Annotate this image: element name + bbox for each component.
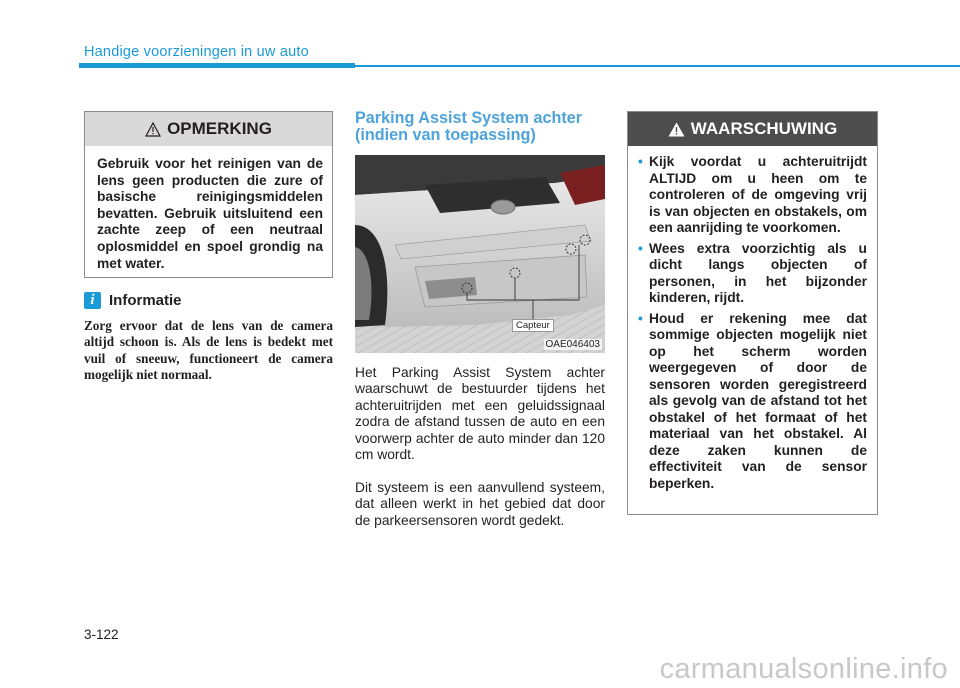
bullet-icon: • — [638, 240, 643, 256]
sensor-label: Capteur — [512, 319, 554, 332]
warning-list — [628, 146, 877, 492]
note-box — [84, 111, 333, 278]
header-title: Handige voorzieningen in uw auto — [84, 44, 309, 60]
warning-item-text: Kijk voordat u achteruitrijdt ALTIJD om u heen om te controleren of de omgeving vrij is van objecten en obstakels, om een aanrijding te voorkomen. — [649, 154, 867, 235]
body-paragraph-2: Dit systeem is een aanvullend systeem, dat alleen werkt in het gebied dat door de parkeersensoren wordt gedekt. — [355, 480, 605, 528]
bullet-icon: • — [638, 154, 643, 169]
rear-bumper-photo — [355, 155, 605, 353]
image-code: OAE046403 — [545, 339, 600, 350]
note-title: OPMERKING — [167, 119, 272, 138]
info-icon: i — [84, 292, 101, 309]
header-rule-thick — [79, 63, 355, 68]
header-rule-thin — [355, 65, 960, 67]
body-paragraph-1: Het Parking Assist System achter waarschuwt de bestuurder tijdens het achteruitrijden met een geluidssignaal zodra de afstand tussen de auto en een voorwerp achter de auto minder dan 120 cm wordt. — [355, 365, 605, 463]
warning-triangle-icon — [668, 122, 685, 137]
warning-box — [627, 111, 878, 515]
info-text: Zorg ervoor dat de lens van de camera altijd schoon is. Als de lens is bedekt met vuil of sneeuw, functioneert de camera mogelijk niet normaal. — [84, 318, 333, 383]
watermark: carmanualsonline.info — [659, 653, 948, 685]
warning-item-text: Houd er rekening mee dat sommige objecten mogelijk niet op het scherm worden weergegeven of door de sensoren worden geregistreerd als gevolg van de afstand tot het obstakel of het formaat of het materiaal van het obstakel. Al deze zaken kunnen de effectiviteit van de sensor beperken. — [649, 310, 867, 491]
warning-item — [638, 241, 867, 307]
page-number: 3-122 — [84, 627, 119, 642]
car-rear-illustration — [355, 155, 605, 353]
bullet-icon: • — [638, 310, 643, 326]
warning-item — [638, 311, 867, 493]
caution-triangle-icon — [145, 122, 161, 137]
info-title: Informatie — [109, 292, 182, 309]
warning-item — [638, 154, 867, 237]
note-header — [85, 112, 332, 146]
warning-title: WAARSCHUWING — [690, 119, 838, 138]
info-heading — [84, 292, 182, 309]
warning-item-text: Wees extra voorzichtig als u dicht langs objecten of personen, in het bijzonder kinderen, rijdt. — [649, 240, 867, 305]
section-title: Parking Assist System achter (indien van toepassing) — [355, 109, 583, 144]
warning-header — [628, 112, 877, 146]
note-body: Gebruik voor het reinigen van de lens geen producten die zure of basische reinigingsmiddelen bevatten. Gebruik uitsluitend een zachte zeep of een neutraal oplosmiddel en spoel grondig na met water. — [97, 156, 323, 271]
